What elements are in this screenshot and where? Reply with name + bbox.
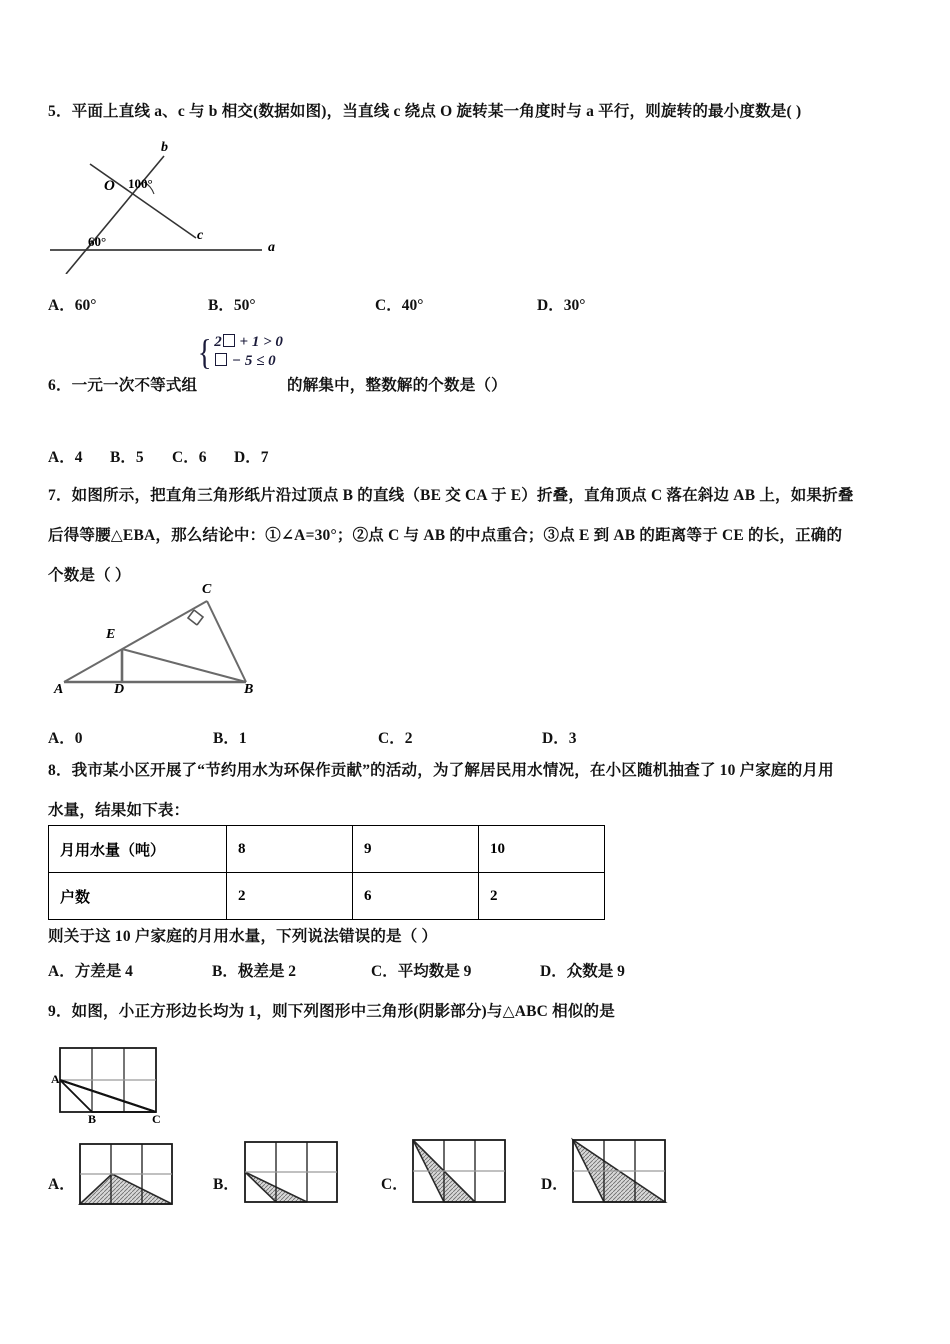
question-5-figure <box>44 134 294 274</box>
q5-angle-100: 100° <box>128 176 153 191</box>
q6-option-b[interactable]: B．5 <box>110 449 144 466</box>
question-6-text-before: 6．一元一次不等式组 <box>48 377 198 394</box>
grid-option-d[interactable] <box>569 1132 669 1208</box>
grid-option-a[interactable] <box>76 1140 176 1210</box>
question-7-line-1: 7．如图所示，把直角三角形纸片沿过顶点 B 的直线（BE 交 CA 于 E）折叠，直角顶点 C 落在斜边 AB 上，如果折叠 <box>48 487 854 504</box>
q7-label-d: D <box>114 682 125 697</box>
q7-label-a: A <box>54 682 64 697</box>
grid-option-b[interactable] <box>241 1136 341 1208</box>
q5-label-b: b <box>161 140 168 155</box>
variable-tofu-icon <box>215 353 227 366</box>
table-cell-households-2: 6 <box>353 873 479 920</box>
q5-option-a[interactable]: A．60° <box>48 297 97 314</box>
question-6-inequality-system <box>196 333 283 371</box>
table-cell-usage-2: 9 <box>353 826 479 873</box>
question-9-reference-figure <box>52 1042 172 1130</box>
grid-option-c[interactable] <box>409 1132 509 1208</box>
q9-option-c-label[interactable]: C． <box>381 1176 408 1193</box>
question-7-figure <box>44 582 284 712</box>
q7-label-c: C <box>202 582 212 597</box>
question-5-text: 5．平面上直线 a、c 与 b 相交(数据如图)，当直线 c 绕点 O 旋转某一角度时与 a 平行，则旋转的最小度数是( ) <box>48 103 802 120</box>
question-8-options <box>0 959 950 983</box>
question-8-line-2: 水量，结果如下表： <box>48 802 190 819</box>
table-row <box>49 826 605 873</box>
variable-tofu-icon <box>223 334 235 347</box>
q5-angle-60: 60° <box>88 234 107 249</box>
system-brace: { <box>197 332 212 372</box>
q8-option-a[interactable]: A．方差是 4 <box>48 963 133 980</box>
q6-option-c[interactable]: C．6 <box>172 449 207 466</box>
question-8-line-1: 8．我市某小区开展了“节约用水为环保作贡献”的活动，为了解居民用水情况，在小区随机抽查了 10 户家庭的月用 <box>48 762 834 779</box>
q7-label-e: E <box>106 627 116 642</box>
q5-label-o: O <box>104 178 115 194</box>
q9-option-a-label[interactable]: A． <box>48 1176 75 1193</box>
q6-option-a[interactable]: A．4 <box>48 449 83 466</box>
table-cell-usage-3: 10 <box>479 826 605 873</box>
table-header-households: 户数 <box>49 873 227 920</box>
question-7-line-3: 个数是（ ） <box>48 567 131 584</box>
table-cell-households-1: 2 <box>227 873 353 920</box>
question-9-text: 9．如图，小正方形边长均为 1，则下列图形中三角形(阴影部分)与△ABC 相似的是 <box>48 1003 615 1020</box>
q6-option-d[interactable]: D．7 <box>234 449 269 466</box>
q9-ref-label-b: B <box>88 1112 97 1126</box>
q8-option-b[interactable]: B．极差是 2 <box>212 963 296 980</box>
table-cell-usage-1: 8 <box>227 826 353 873</box>
table-cell-households-3: 2 <box>479 873 605 920</box>
table-row <box>49 873 605 920</box>
q7-option-d[interactable]: D．3 <box>542 730 577 747</box>
q7-option-a[interactable]: A．0 <box>48 730 83 747</box>
q7-option-c[interactable]: C．2 <box>378 730 413 747</box>
question-7-options <box>0 726 950 750</box>
table-header-usage: 月用水量（吨） <box>49 826 227 873</box>
q7-label-b: B <box>244 682 254 697</box>
q5-option-d[interactable]: D．30° <box>537 297 586 314</box>
q5-option-c[interactable]: C．40° <box>375 297 424 314</box>
question-7-line-2: 后得等腰△EBA，那么结论中：①∠A=30°；②点 C 与 AB 的中点重合；③点 E 到 AB 的距离等于 CE 的长，正确的 <box>48 527 843 544</box>
q5-label-c: c <box>197 228 204 243</box>
q5-label-a: a <box>268 240 275 255</box>
q8-option-c[interactable]: C．平均数是 9 <box>371 963 472 980</box>
question-8-prompt: 则关于这 10 户家庭的月用水量，下列说法错误的是（ ） <box>48 928 438 945</box>
inequality-line-2: − 5 ≤ 0 <box>214 352 283 371</box>
q5-option-b[interactable]: B．50° <box>208 297 256 314</box>
question-6-options <box>0 445 950 469</box>
inequality-line-1: 2 + 1 > 0 <box>214 334 283 350</box>
q8-option-d[interactable]: D．众数是 9 <box>540 963 625 980</box>
q9-ref-label-c: C <box>152 1112 161 1126</box>
q7-option-b[interactable]: B．1 <box>213 730 247 747</box>
q9-ref-label-a: A <box>51 1072 60 1086</box>
q9-option-d-label[interactable]: D． <box>541 1176 568 1193</box>
q9-option-b-label[interactable]: B． <box>213 1176 239 1193</box>
water-usage-table <box>48 825 605 920</box>
question-6-text-after: 的解集中，整数解的个数是（） <box>287 377 507 394</box>
question-5-options <box>0 293 950 317</box>
